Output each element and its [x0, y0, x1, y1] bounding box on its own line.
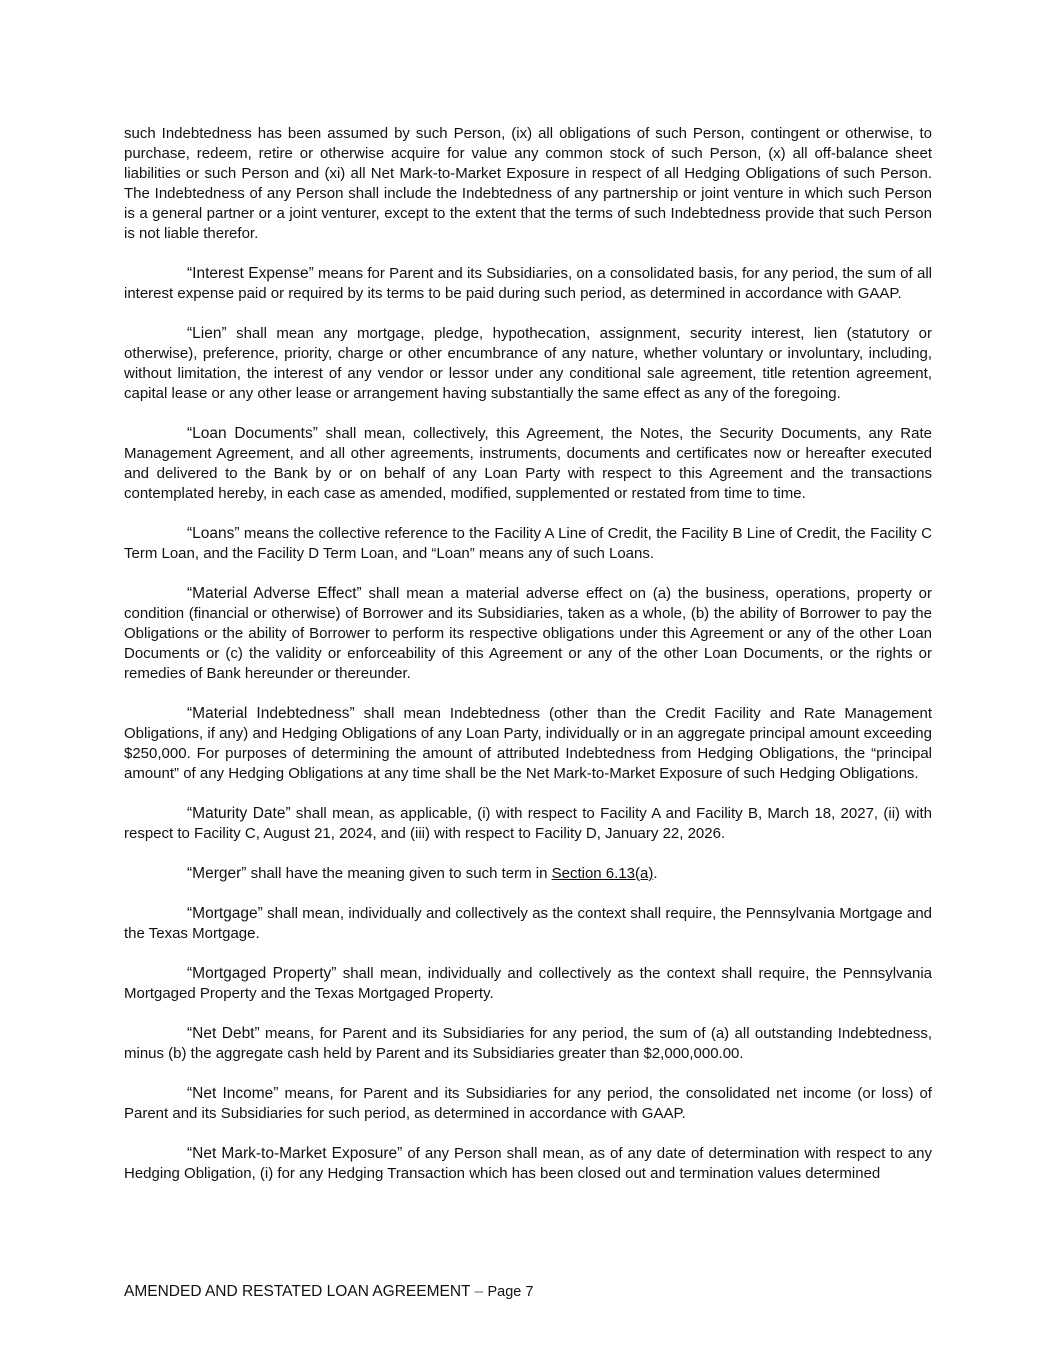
- definition-mortgaged-property: [124, 964, 932, 1004]
- defined-term: “Interest Expense”: [187, 265, 314, 282]
- definition-text: shall mean, individually and collectively as the context shall require, the Pennsylvania Mortgage and the Texas Mortgage.: [124, 905, 932, 942]
- definition-text: shall mean Indebtedness (other than the Credit Facility and Rate Management Obligations, if any) and Hedging Obligations of any Loan Party, individually or in an aggregate principal amount exceeding $250,000. For purposes of determining the amount of attributed Indebtedness from Hedging Obligations, the “principal amount” of any Hedging Obligations at any time shall be the Net Mark-to-Market Exposure of such Hedging Obligations.: [124, 705, 932, 782]
- definition-text: shall have the meaning given to such term in: [246, 865, 552, 882]
- definition-text: of any Person shall mean, as of any date of determination with respect to any Hedging Obligation, (i) for any Hedging Transaction which has been closed out and termination values determined: [124, 1145, 932, 1182]
- definition-mortgage: [124, 904, 932, 944]
- defined-term: “Loan Documents”: [187, 425, 318, 442]
- defined-term: “Net Mark-to-Market Exposure”: [187, 1145, 403, 1162]
- paragraph-text: such Indebtedness has been assumed by such Person, (ix) all obligations of such Person, contingent or otherwise, to purchase, redeem, retire or otherwise acquire for value any common stock of such Person, (x) all off-balance sheet liabilities or such Person and (xi) all Net Mark-to-Market Exposure in respect of all Hedging Obligations of such Person. The Indebtedness of any Person shall include the Indebtedness of any partnership or joint venture in which such Person is a general partner or a joint venturer, except to the extent that the terms of such Indebtedness provide that such Person is not liable therefor.: [124, 125, 932, 242]
- defined-term: “Merger”: [187, 865, 247, 882]
- definition-text: shall mean, individually and collectively as the context shall require, the Pennsylvania Mortgaged Property and the Texas Mortgaged Property.: [124, 965, 932, 1002]
- page-number: Page 7: [487, 1284, 534, 1300]
- definition-text: shall mean, as applicable, (i) with respect to Facility A and Facility B, March 18, 2027, (ii) with respect to Facility C, August 21, 2024, and (iii) with respect to Facility D, January 22, 2026.: [124, 805, 932, 842]
- definition-loans: [124, 524, 932, 564]
- defined-term: “Net Debt”: [187, 1025, 260, 1042]
- section-reference-link[interactable]: Section 6.13(a): [551, 865, 654, 882]
- definition-material-adverse-effect: [124, 584, 932, 684]
- definition-text: means for Parent and its Subsidiaries, on a consolidated basis, for any period, the sum of all interest expense paid or required by its terms to be paid during such period, as determined in accordance with GAAP.: [124, 265, 932, 302]
- paragraph-indebtedness-continued: [124, 124, 932, 244]
- definition-text: means, for Parent and its Subsidiaries for any period, the consolidated net income (or loss) of Parent and its Subsidiaries for such period, as determined in accordance with GAAP.: [124, 1085, 932, 1122]
- definition-material-indebtedness: [124, 704, 932, 784]
- defined-term: “Maturity Date”: [187, 805, 291, 822]
- definition-net-income: [124, 1084, 932, 1124]
- definition-tail: .: [653, 865, 658, 882]
- definition-merger: [124, 864, 932, 884]
- definition-text: shall mean, collectively, this Agreement, the Notes, the Security Documents, any Rate Management Agreement, and all other agreements, instruments, documents and certificates now or hereafter executed and delivered to the Bank by or on behalf of any Loan Party with respect to this Agreement and the transactions contemplated hereby, in each case as amended, modified, supplemented or restated from time to time.: [124, 425, 932, 502]
- defined-term: “Material Adverse Effect”: [187, 585, 362, 602]
- definition-text: means the collective reference to the Facility A Line of Credit, the Facility B Line of Credit, the Facility C Term Loan, and the Facility D Term Loan, and “Loan” means any of such Loans.: [124, 525, 932, 562]
- definition-interest-expense: [124, 264, 932, 304]
- defined-term: “Material Indebtedness”: [187, 705, 355, 722]
- defined-term: “Mortgage”: [187, 905, 263, 922]
- definition-text: shall mean a material adverse effect on (a) the business, operations, property or condition (financial or otherwise) of Borrower and its Subsidiaries, taken as a whole, (b) the ability of Borrower to pay the Obligations or the ability of Borrower to perform its respective obligations under this Agreement or any of the other Loan Documents or (c) the validity or enforceability of this Agreement or any of the other Loan Documents, or the rights or remedies of Bank hereunder or thereunder.: [124, 585, 932, 682]
- defined-term: “Mortgaged Property”: [187, 965, 337, 982]
- defined-term: “Lien”: [187, 325, 227, 342]
- definition-lien: [124, 324, 932, 404]
- definition-text: means, for Parent and its Subsidiaries for any period, the sum of (a) all outstanding Indebtedness, minus (b) the aggregate cash held by Parent and its Subsidiaries greater than $2,000,000.00.: [124, 1025, 932, 1062]
- definition-net-debt: [124, 1024, 932, 1064]
- defined-term: “Loans”: [187, 525, 240, 542]
- footer-title: AMENDED AND RESTATED LOAN AGREEMENT: [124, 1283, 471, 1300]
- definition-loan-documents: [124, 424, 932, 504]
- document-body: [124, 124, 932, 1204]
- page-footer: [124, 1283, 533, 1301]
- definition-net-mark-to-market-exposure: [124, 1144, 932, 1184]
- footer-separator: –: [474, 1283, 484, 1300]
- definition-text: shall mean any mortgage, pledge, hypothecation, assignment, security interest, lien (statutory or otherwise), preference, priority, charge or other encumbrance of any nature, whether voluntary or involuntary, including, without limitation, the interest of any vendor or lessor under any conditional sale agreement, title retention agreement, capital lease or any other lease or arrangement having substantially the same effect as any of the foregoing.: [124, 325, 932, 402]
- defined-term: “Net Income”: [187, 1085, 279, 1102]
- definition-maturity-date: [124, 804, 932, 844]
